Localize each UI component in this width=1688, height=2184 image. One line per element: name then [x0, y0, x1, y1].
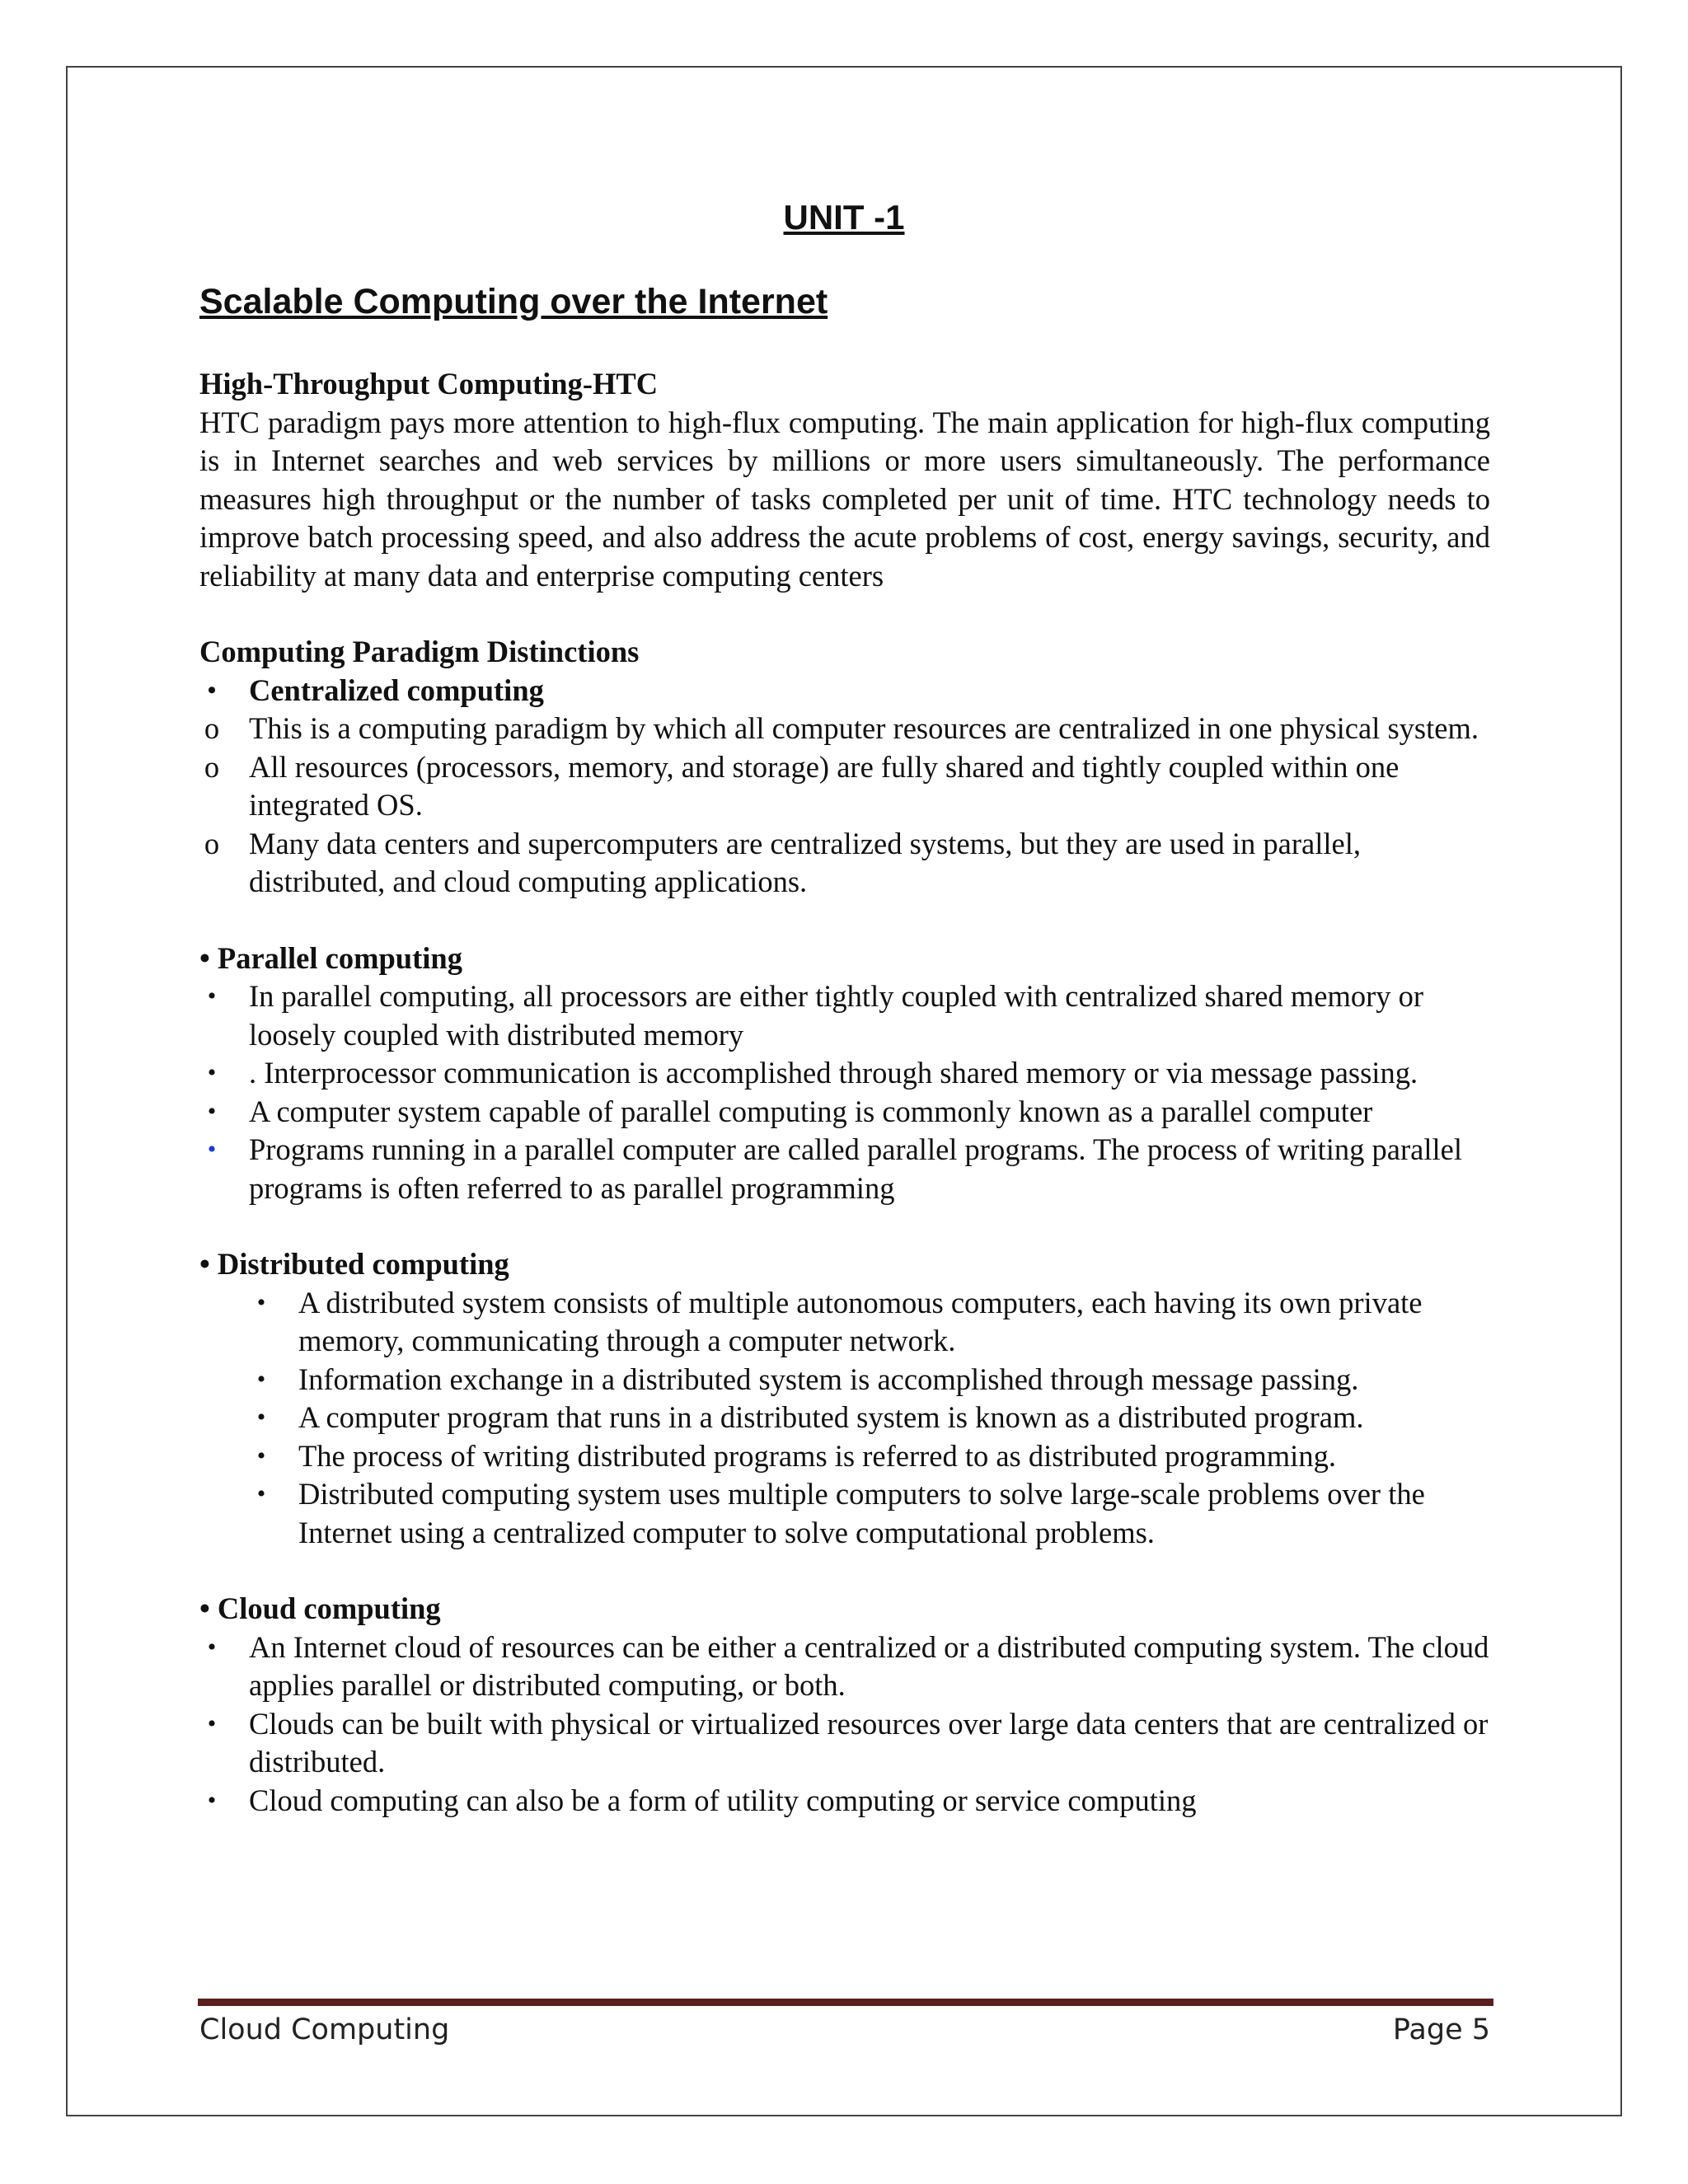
section-title: Scalable Computing over the Internet	[199, 282, 828, 321]
unit-title: UNIT -1	[783, 198, 905, 237]
list-item: • The process of writing distributed programs is referred to as distributed programming.	[199, 1437, 1490, 1476]
bullet-icon: •	[207, 982, 217, 1010]
list-item: • A computer system capable of parallel computing is commonly known as a parallel computer	[199, 1093, 1490, 1132]
list-item: • Programs running in a parallel computer are called parallel programs. The process of writing parallel programs is often referred to as parallel programming	[199, 1131, 1490, 1207]
bullet-icon: •	[207, 1786, 217, 1814]
list-item: o Many data centers and supercomputers are centralized systems, but they are used in parallel, distributed, and cloud computing applications.	[199, 825, 1490, 902]
cloud-heading: • Cloud computing	[199, 1591, 441, 1625]
list-item: • In parallel computing, all processors are either tightly coupled with centralized shared memory or loosely coupled with distributed memory	[199, 977, 1490, 1054]
list-item: • Cloud computing can also be a form of utility computing or service computing	[199, 1782, 1490, 1821]
parallel-heading: • Parallel computing	[199, 940, 462, 975]
bullet-icon: •	[256, 1441, 266, 1469]
bullet-icon: •	[256, 1288, 266, 1316]
circle-bullet-icon: o	[204, 826, 220, 860]
circle-bullet-icon: o	[204, 711, 220, 745]
bullet-icon: •	[256, 1365, 266, 1393]
list-item: • . Interprocessor communication is accomplished through shared memory or via message passing.	[199, 1054, 1490, 1093]
paradigm-heading: Computing Paradigm Distinctions	[199, 635, 640, 668]
list-item: o All resources (processors, memory, and storage) are fully shared and tightly coupled within one integrated OS.	[199, 748, 1490, 825]
bullet-icon: •	[207, 676, 217, 704]
cloud-list	[199, 1629, 1490, 1821]
centralized-list	[199, 710, 1490, 902]
list-item: • Information exchange in a distributed system is accomplished through message passing.	[199, 1361, 1490, 1399]
list-item: • Clouds can be built with physical or virtualized resources over large data centers that are centralized or distributed.	[199, 1705, 1490, 1782]
distributed-heading: • Distributed computing	[199, 1247, 509, 1281]
bullet-icon: •	[256, 1480, 266, 1507]
bullet-icon: •	[207, 1709, 217, 1737]
htc-body: HTC paradigm pays more attention to high-flux computing. The main application for high-flux computing is in Internet searches and web services by millions or more users simultaneously. The performance measures high throughput or the number of tasks completed per unit of time. HTC technology needs to improve batch processing speed, and also address the acute problems of cost, energy savings, security, and reliability at many data and enterprise computing centers	[199, 405, 1490, 593]
list-item: • Distributed computing system uses multiple computers to solve large-scale problems over the Internet using a centralized computer to solve computational problems.	[199, 1475, 1490, 1552]
htc-heading: High-Throughput Computing-HTC	[199, 367, 659, 401]
distributed-list	[199, 1284, 1490, 1553]
list-item: • An Internet cloud of resources can be either a centralized or a distributed computing system. The cloud applies parallel or distributed computing, or both.	[199, 1629, 1490, 1705]
footer-rule	[198, 1999, 1493, 2006]
centralized-heading-list	[199, 672, 1490, 710]
footer-title: Cloud Computing	[199, 2013, 450, 2046]
bullet-icon: •	[207, 1633, 217, 1661]
list-item: o This is a computing paradigm by which all computer resources are centralized in one physical system.	[199, 710, 1490, 748]
bullet-icon: •	[207, 1059, 217, 1086]
centralized-heading-label: Centralized computing	[249, 673, 544, 707]
bullet-icon: •	[256, 1404, 266, 1431]
list-item: • A computer program that runs in a distributed system is known as a distributed program.	[199, 1399, 1490, 1437]
page-number: Page 5	[1392, 2013, 1490, 2046]
circle-bullet-icon: o	[204, 749, 220, 784]
htc-paragraph	[199, 404, 1490, 596]
parallel-list	[199, 977, 1490, 1207]
list-item: • A distributed system consists of multiple autonomous computers, each having its own private memory, communicating through a computer network.	[199, 1284, 1490, 1361]
centralized-heading	[199, 672, 1490, 710]
bullet-icon: •	[207, 1136, 217, 1163]
page-content	[199, 365, 1490, 1820]
bullet-icon: •	[207, 1097, 217, 1125]
